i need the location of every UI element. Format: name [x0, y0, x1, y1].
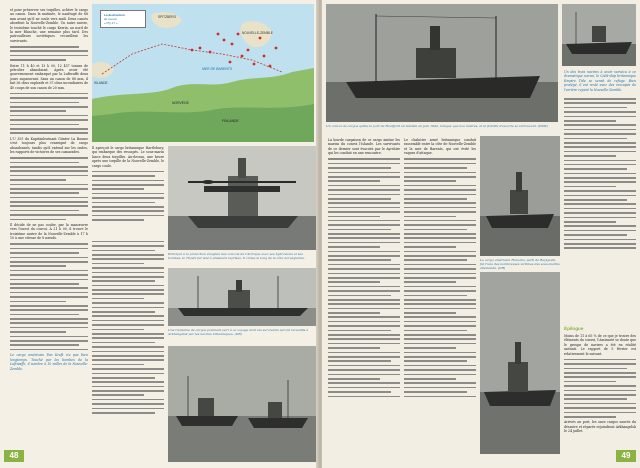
photo-ship-bottom-graphic [480, 272, 560, 454]
right-page-number: 49 [616, 450, 636, 462]
right-col3-epilogue-lines [564, 359, 636, 418]
photo-convoy-freighter [326, 4, 558, 122]
left-page-number: 48 [4, 450, 24, 462]
left-col1-para4: Il décide de ne pas couler, par la manœuvre vers l'ouest du convoi. À 21 h 00, il trouve le troisième navire de la Nouvelle-Zemble à 17 h 10 à une vitesse de 8 nœuds. [10, 223, 88, 241]
mid-photo-caption: Le cargo américain Honomu, parti de Reykjavik, fut l'une des nombreuses victimes des sous-marins allemands. (DR) [480, 258, 560, 271]
photo-harbor-graphic [168, 346, 316, 462]
photo-honomu-graphic [480, 136, 560, 256]
right-col1-textblock [328, 158, 400, 397]
left-col1-para2: Entre 11 h 40 et 13 h 00, 12 457 tonnes de pétrolier abandonné. Après avoir été gouvernement embarqué par la Luftwaffe deux jours auparavant. Sans un canon de 88 mm, il fait 36 obus explosifs et 37 obus incendiaires de 40 coups de son canon de 20 mm. [10, 63, 88, 90]
left-col1-textblock-2 [10, 93, 88, 134]
right-page [322, 0, 640, 468]
photo-freighter-graphic [326, 4, 558, 122]
left-col2-lower-textblock [92, 241, 164, 414]
map-label-ocean: MER DE BARENTS [202, 67, 233, 71]
map-legend-line2: du convoi [104, 17, 117, 21]
right-col3-textblock [564, 98, 636, 249]
photo-ship-bottom [480, 272, 560, 454]
map-label-spitsbergen: SPITZBERG [158, 15, 177, 19]
left-col1-para3: L'U 355 du Kapitänleutnant Günter La Baume s'est toujours plus renseigné de cargo abandonnés, tandis qu'il entend sur les ondes, les rapports de victoires de ses camarades. [10, 136, 88, 154]
map-label-novaya: NOUVELLE-ZEMBLE [242, 31, 273, 35]
right-col2-top: Le chalutier armé britannique conduit rassemblé entre la côte de Nouvelle-Zemble et la mer de Barents, qui ont évité les vagues d'attaque. [404, 138, 476, 156]
right-col2-textblock [404, 158, 476, 397]
epilogue-heading: Épilogue [564, 326, 584, 331]
top-photo-caption: Un convoi de cargos quitte le port de Hvalfjord en Islande en juin 1942, lorsque que nos navires, et la flottille d'escorte se retrouvent. (IWM) [326, 124, 548, 128]
photo-cam-ship [562, 4, 636, 66]
photo-warship-seaplane [168, 146, 316, 250]
photo2-caption: Une trentaine de cargos prennent part à ce voyage dont les survivants seront recueillis à Arkhangelsk par les navires britanniques. (DR) [168, 328, 309, 337]
photo-harbor [168, 346, 316, 462]
left-col2-textblock [92, 171, 164, 221]
photo-warship-graphic [168, 146, 316, 250]
left-column-1 [10, 8, 88, 456]
right-col1-top: La lourde cargaison de ce cargo amène les marins du convoi l'Islande. Les survivants de ce dernier sont évacués par le Ayrshire qui les conduit en une rencontre. [328, 138, 400, 156]
left-column-2-lower [92, 238, 164, 438]
right-col3-text: Moins de 11 à 65 % de ce que je trouve des éléments du convoi, l'Amirauté se doute que le groupe de navires a été en réalité anéanti. Le rapport de 5 février est relativement le suivant. [564, 334, 636, 356]
left-column-2 [92, 146, 164, 236]
right-col3-caption: Un des trois navires à avoir survécu à ce dramatique convoi, le CAM-ship britannique Empire Tide se serait de refuge. Bien protégé, il est resté avec des rescapés de l'arrière rejoint la Nouvelle-Zemble. [564, 70, 636, 92]
map-legend-title: La destruction [104, 13, 125, 17]
left-col1-caption: Le cargo américain Pan Kraft n'a pas bien longtemps. Touché par les bombes de la Luftwaffe, il sombre à 10 milles de la Nouvelle-Zemble. [10, 353, 88, 371]
left-page [0, 0, 318, 468]
map-label-iceland: ISLANDE [94, 81, 108, 85]
photo-cam-ship-graphic [562, 4, 636, 66]
right-column-2 [404, 138, 476, 456]
photo-honomu [480, 136, 560, 256]
map-label-finland: FINLANDE [222, 119, 239, 123]
right-column-3-epilogue [564, 334, 636, 444]
left-col1-textblock [10, 46, 88, 61]
left-col1-lead: et pour préserver ses torpilles, achève le cargo au canon. Dans la matinée, le naufragé de 68 mm avant qu'il ne coule vers midi. Deux canots abordent la Nouvelle-Zemble. Un autre navire, le troisième touché le cargo Kerrin, au nord de la mer Blanche, une semaine plus tard. Des patrouilleurs soviétiques recueillent les survivants. [10, 8, 88, 43]
photo-cargo-ship [168, 268, 316, 326]
left-col2-top: Il aperçoit le cargo britannique Hartlebury, qui embarque des rescapés. Le sous-marin lance deux torpilles. Au-dessus, une heure après une torpille de la Nouvelle-Zemble, le cargo coule. [92, 146, 164, 168]
right-col3-footer: Arrivés au port, les onze cargos sauvés du désastre et réparés rejoindront Arkhangelsk le 24 juillet. [564, 420, 636, 434]
left-col1-textblock-4 [10, 243, 88, 350]
right-column-1 [328, 138, 400, 456]
convoy-map [92, 4, 314, 142]
photo1-caption: Principal à la protection éloignée des convois de l'Arctique avec ses hydravions et ses bombes, le Tirpitz fut visé à plusieurs reprises. Il croise le long de la côte norvégienne. [168, 252, 305, 261]
map-legend [100, 10, 146, 28]
map-label-norway: NORVÈGE [172, 101, 189, 105]
left-col1-textblock-3 [10, 157, 88, 220]
photo-cargo-graphic [168, 268, 316, 326]
map-legend-line3: « PQ.17 » [104, 21, 118, 25]
